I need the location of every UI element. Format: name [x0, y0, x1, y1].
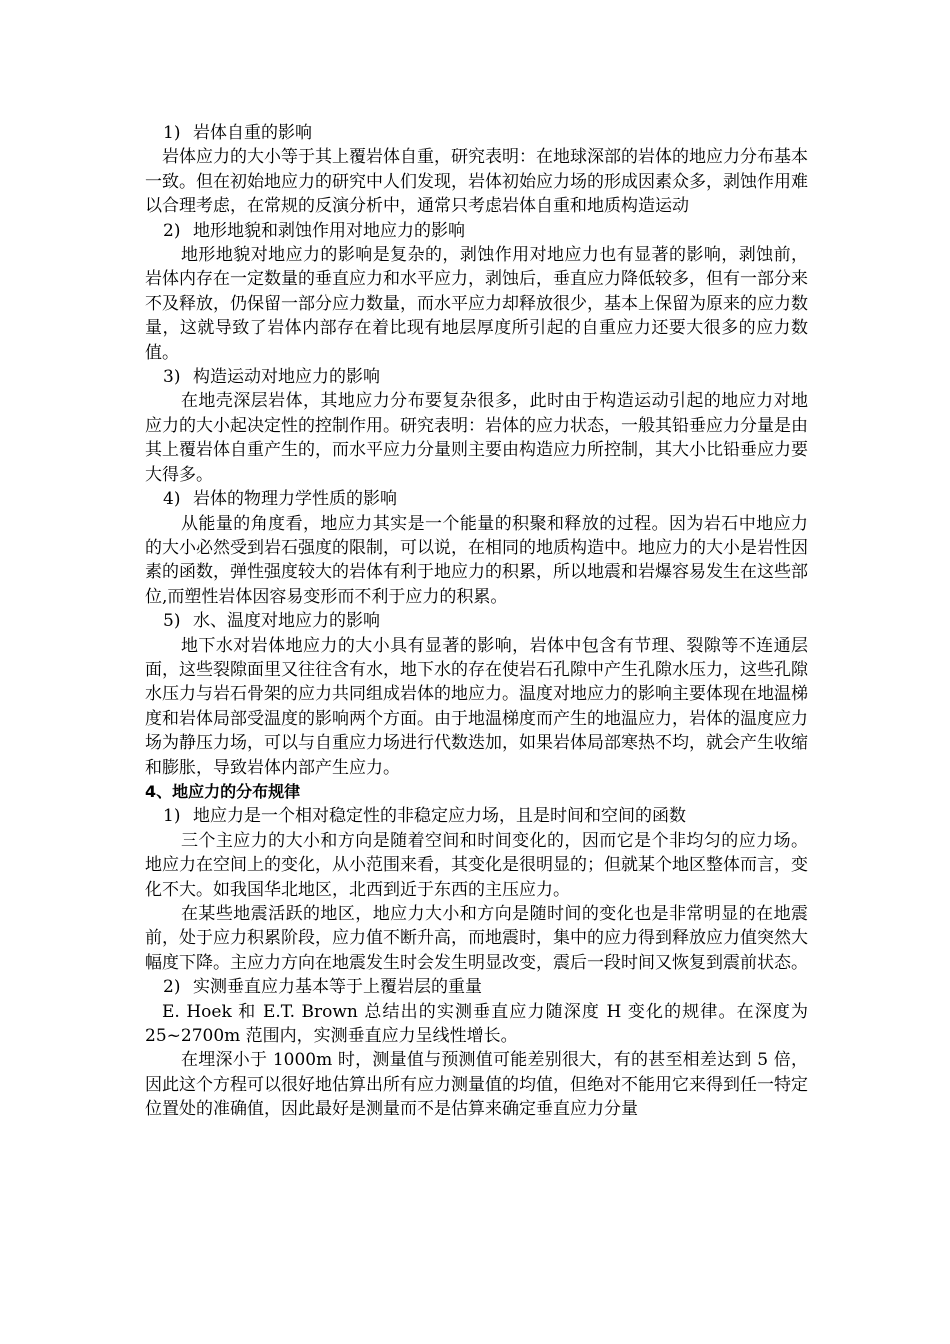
item-paragraph: 地下水对岩体地应力的大小具有显著的影响，岩体中包含有节理、裂隙等不连通层面，这些裂隙面里又往往含有水，地下水的存在使岩石孔隙中产生孔隙水压力，这些孔隙水压力与岩石骨架的应力共同组成岩体的地应力。温度对地应力的影响主要体现在地温梯度和岩体局部受温度的影响两个方面。由于地温梯度而产生的地温应力，岩体的温度应力场为静压力场，可以与自重应力场进行代数迭加，如果岩体局部寒热不均，就会产生收缩和膨胀，导致岩体内部产生应力。: [145, 635, 808, 778]
subsection-title: 地应力是一个相对稳定性的非稳定应力场，且是时间和空间的函数: [193, 806, 686, 827]
item-heading: 2) 地形地貌和剥蚀作用对地应力的影响: [163, 220, 465, 241]
item-heading: 5) 水、温度对地应力的影响: [163, 611, 380, 632]
section-paragraph: 三个主应力的大小和方向是随着空间和时间变化的，因而它是个非均匀的应力场。地应力在空间上的变化，从小范围来看，其变化是很明显的；但就某个地区整体而言，变化不大。如我国华北地区，北西到近于东西的主压应力。: [145, 830, 808, 900]
item-heading: 1) 岩体自重的影响: [163, 123, 312, 143]
item-heading: 4) 岩体的物理力学性质的影响: [163, 489, 397, 510]
item-title: 地形地貌和剥蚀作用对地应力的影响: [193, 220, 465, 241]
subsection-title: 实测垂直应力基本等于上覆岩层的重量: [193, 977, 482, 998]
item-paragraph: 从能量的角度看，地应力其实是一个能量的积聚和释放的过程。因为岩石中地应力的大小必然受到岩石强度的限制，可以说，在相同的地质构造中。地应力的大小是岩性因素的函数，弹性强度较大的岩体有利于地应力的积累，所以地震和岩爆容易发生在这些部位,而塑性岩体因容易变形而不利于应力的积累。: [145, 513, 808, 607]
section-paragraph: E. Hoek 和 E.T. Brown 总结出的实测垂直应力随深度 H 变化的规律。在深度为 25~2700m 范围内，实测垂直应力呈线性增长。: [145, 1001, 808, 1047]
subsection-heading: 2) 实测垂直应力基本等于上覆岩层的重量: [163, 977, 482, 998]
item-title: 水、温度对地应力的影响: [193, 611, 380, 632]
section-heading: 4、地应力的分布规律: [145, 781, 301, 801]
item-title: 岩体自重的影响: [193, 123, 312, 143]
item-paragraph: 在地壳深层岩体，其地应力分布要复杂很多，此时由于构造运动引起的地应力对地应力的大小起决定性的控制作用。研究表明：岩体的应力状态，一般其铅垂应力分量是由其上覆岩体自重产生的，而水平应力分量则主要由构造应力所控制，其大小比铅垂应力要大得多。: [145, 391, 808, 485]
section-paragraph: 在埋深小于 1000m 时，测量值与预测值可能差别很大，有的甚至相差达到 5 倍，因此这个方程可以很好地估算出所有应力测量值的均值，但绝对不能用它来得到任一特定位置处的准确值，因此最好是测量而不是估算来确定垂直应力分量: [145, 1050, 808, 1120]
document-page: [145, 121, 808, 1122]
section-paragraph: 在某些地震活跃的地区，地应力大小和方向是随时间的变化也是非常明显的在地震前，处于应力积累阶段，应力值不断升高，而地震时，集中的应力得到释放应力值突然大幅度下降。主应力方向在地震发生时会发生明显改变，震后一段时间又恢复到震前状态。: [145, 904, 808, 973]
item-paragraph: 岩体应力的大小等于其上覆岩体自重，研究表明：在地球深部的岩体的地应力分布基本一致。但在初始地应力的研究中人们发现，岩体初始应力场的形成因素众多，剥蚀作用难以合理考虑，在常规的反演分析中，通常只考虑岩体自重和地质构造运动: [145, 147, 808, 217]
item-title: 岩体的物理力学性质的影响: [193, 489, 397, 510]
subsection-heading: 1) 地应力是一个相对稳定性的非稳定应力场，且是时间和空间的函数: [163, 806, 686, 827]
item-heading: 3) 构造运动对地应力的影响: [163, 367, 380, 388]
item-paragraph: 地形地貌对地应力的影响是复杂的，剥蚀作用对地应力也有显著的影响，剥蚀前，岩体内存在一定数量的垂直应力和水平应力，剥蚀后，垂直应力降低较多，但有一部分来不及释放，仍保留一部分应力数量，而水平应力却释放很少，基本上保留为原来的应力数量，这就导致了岩体内部存在着比现有地层厚度所引起的自重应力还要大很多的应力数值。: [145, 245, 808, 363]
item-title: 构造运动对地应力的影响: [193, 367, 380, 388]
